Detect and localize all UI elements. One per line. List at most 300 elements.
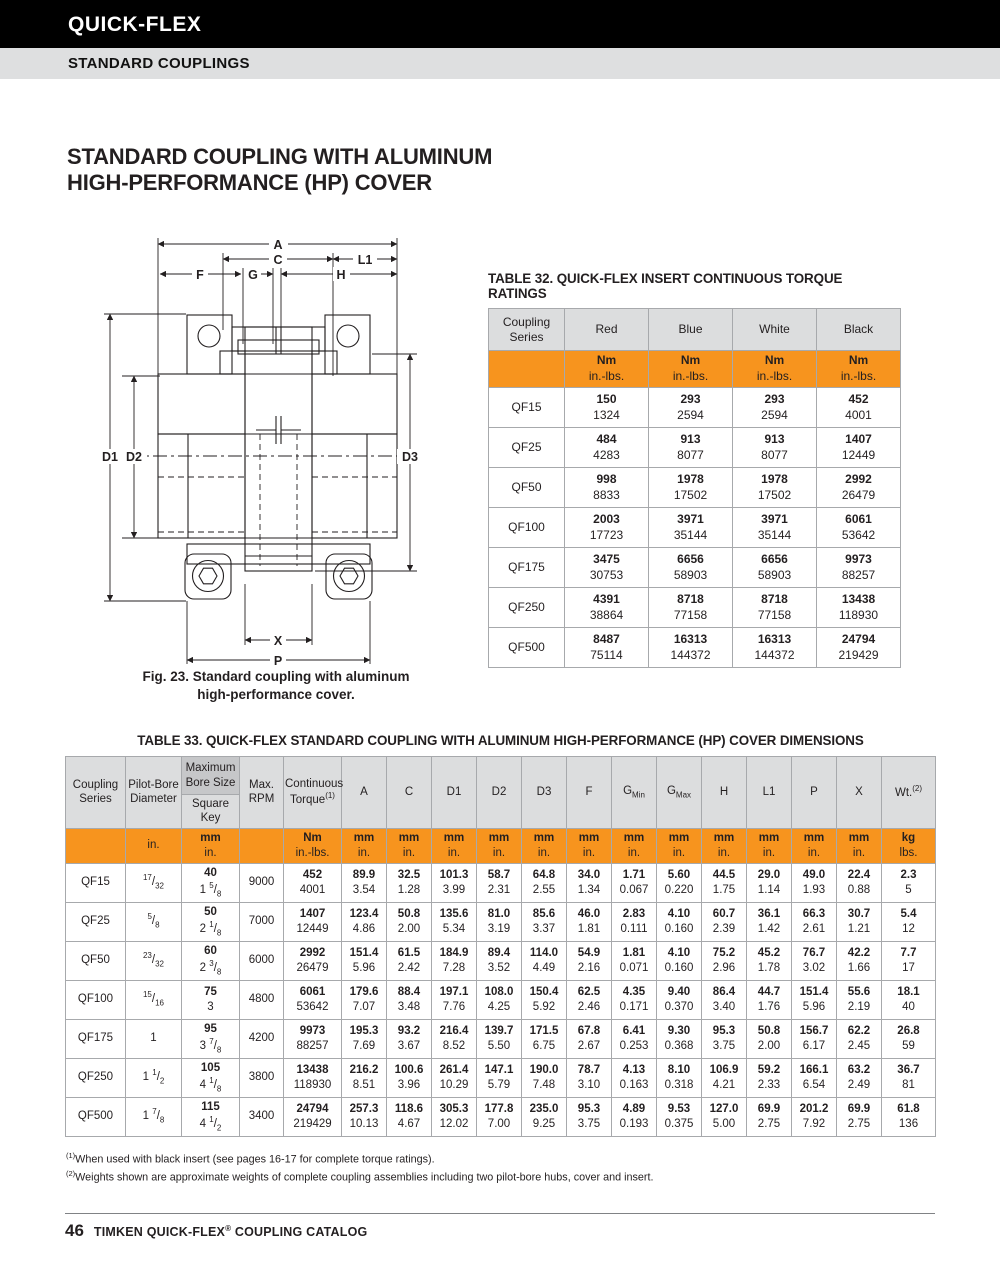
value-primary: 69.9 (847, 1102, 871, 1115)
dimension-cell (284, 863, 342, 902)
dimension-cell (612, 941, 657, 980)
table32-row (489, 628, 901, 668)
value-primary: 34.0 (577, 868, 601, 881)
page-title-line2: HIGH-PERFORMANCE (HP) COVER (67, 169, 432, 195)
value-secondary: 4001 (299, 883, 326, 896)
value-primary: 452 (848, 391, 869, 406)
pilot-bore-cell (126, 941, 182, 980)
value-secondary: 17502 (757, 487, 792, 502)
max-bore-cell (182, 902, 240, 941)
dimension-cell (612, 863, 657, 902)
fraction-value: 1 $^7/_8$ (142, 1107, 165, 1125)
fraction-value: 2 $^1/_8$ (199, 919, 222, 937)
value-secondary: 1.93 (802, 883, 826, 896)
fraction-numerator: 1 (209, 1075, 214, 1085)
dimension-cell (567, 980, 612, 1019)
value-secondary: 219429 (293, 1117, 332, 1130)
header-dim-gmax: $G_{Max}$ (657, 757, 702, 829)
fraction-value: 3 (207, 1000, 214, 1013)
footer-text (94, 1225, 368, 1239)
value-secondary: in. (357, 846, 371, 859)
dimension-cell (477, 1058, 522, 1097)
dimension-cell (342, 1097, 387, 1136)
dim-label-C: C (273, 253, 283, 267)
footnote-1 (66, 1150, 654, 1168)
dimension-cell (432, 902, 477, 941)
section-bar (0, 48, 1000, 79)
table33-row (66, 1058, 936, 1097)
unit-pilot: in. (126, 828, 182, 863)
value-secondary: in. (852, 846, 866, 859)
value-secondary: 2.39 (712, 922, 736, 935)
dimension-cell (477, 941, 522, 980)
bore-mm: 115 (201, 1100, 220, 1113)
torque-cell (817, 388, 901, 428)
value-secondary: 5.79 (487, 1078, 511, 1091)
unit-blank (66, 828, 126, 863)
value-primary: 4.10 (667, 946, 691, 959)
value-secondary: 4.86 (352, 922, 376, 935)
value-secondary: 2.96 (712, 961, 736, 974)
dimension-cell (837, 863, 882, 902)
value-secondary: 7.69 (352, 1039, 376, 1052)
table33-body (66, 863, 936, 1136)
fraction-numerator: 5 (147, 912, 152, 922)
dimension-cell (837, 1058, 882, 1097)
value-primary: 78.7 (577, 1063, 601, 1076)
table32-section (488, 271, 900, 668)
bore-mm: 95 (204, 1022, 217, 1035)
value-primary: 60.7 (712, 907, 736, 920)
table32-unit-cell (733, 351, 817, 388)
header-subscript: Min (632, 790, 645, 800)
value-secondary: 12449 (296, 922, 329, 935)
bore-in (183, 1037, 238, 1056)
value-secondary: 2.16 (577, 961, 601, 974)
value-secondary: 3.99 (442, 883, 466, 896)
value-secondary: 2.75 (847, 1117, 871, 1130)
value-primary: 293 (680, 391, 701, 406)
header-dim-d2: D2 (477, 757, 522, 829)
value-secondary: lbs. (899, 846, 918, 859)
value-secondary: 0.163 (619, 1078, 649, 1091)
dimension-cell (612, 902, 657, 941)
value-primary: 49.0 (802, 868, 826, 881)
center-column (245, 327, 312, 571)
dimension-cell (747, 1019, 792, 1058)
value-secondary: in. (717, 846, 731, 859)
series-cell: QF175 (489, 548, 565, 588)
value-primary: 452 (302, 868, 323, 881)
table33-row (66, 902, 936, 941)
value-secondary: 1.78 (757, 961, 781, 974)
value-primary: 151.4 (349, 946, 379, 959)
dimension-cell (882, 1019, 936, 1058)
value-secondary: 12449 (841, 447, 876, 462)
footnote-2-text: Weights shown are approximate weights of complete coupling assemblies including two pilot-bore hubs, cover and insert. (75, 1171, 654, 1184)
value-secondary: 6.75 (532, 1039, 556, 1052)
dim-label-A: A (273, 238, 283, 252)
value-secondary: in. (402, 846, 416, 859)
fraction-denominator: 8 (216, 888, 222, 898)
torque-cell (565, 628, 649, 668)
header-superscript: (1) (325, 791, 335, 801)
value-secondary: 1.76 (757, 1000, 781, 1013)
value-primary: mm (848, 831, 870, 844)
value-primary: 100.6 (394, 1063, 424, 1076)
fraction-numerator: 1 (209, 919, 214, 929)
value-secondary: 2.45 (847, 1039, 871, 1052)
value-secondary: 40 (902, 1000, 915, 1013)
value-primary: 216.4 (439, 1024, 469, 1037)
value-primary: mm (488, 831, 510, 844)
torque-cell (649, 588, 733, 628)
value-primary: 1.81 (622, 946, 646, 959)
max-bore-cell (182, 941, 240, 980)
value-primary: Nm (303, 831, 322, 844)
value-primary: 66.3 (802, 907, 826, 920)
value-secondary: 0.071 (619, 961, 649, 974)
series-cell: QF250 (66, 1058, 126, 1097)
dim-label-F: F (196, 268, 204, 282)
header-dim-x: X (837, 757, 882, 829)
fraction-value: $^{23}/_{32}$ (142, 951, 164, 969)
dimension-cell (792, 902, 837, 941)
hex-socket-icon (199, 568, 217, 584)
brand-bar (0, 0, 1000, 48)
dimension-cell (882, 863, 936, 902)
fraction-denominator: 8 (155, 920, 160, 930)
value-primary: 6656 (677, 551, 704, 566)
value-primary: 67.8 (577, 1024, 601, 1037)
unit-dim (657, 828, 702, 863)
value-secondary: 7.76 (442, 1000, 466, 1013)
hex-socket-icon (340, 568, 358, 584)
fraction-value: 2 $^3/_8$ (199, 958, 222, 976)
value-secondary: 88257 (841, 567, 876, 582)
value-secondary: 75114 (590, 647, 623, 662)
value-primary: 61.8 (897, 1102, 920, 1115)
value-primary: mm (623, 831, 645, 844)
value-primary: 101.3 (439, 868, 469, 881)
header-weight: Wt.$^{(2)}$ (882, 757, 936, 829)
value-primary: 4.35 (622, 985, 646, 998)
max-bore-cell (182, 863, 240, 902)
unit-blank (240, 828, 284, 863)
fraction-numerator: 5 (209, 880, 214, 890)
dimension-cell (342, 1058, 387, 1097)
value-secondary: 12.02 (439, 1117, 469, 1130)
header-max-rpm: Max. RPM (240, 757, 284, 829)
coupling-figure (60, 226, 484, 668)
hub-bodies (158, 434, 397, 538)
table32-unit-row (489, 351, 901, 388)
value-secondary: 4.67 (397, 1117, 421, 1130)
bolt-hole-icon (334, 561, 365, 592)
value-secondary: 2.61 (802, 922, 826, 935)
value-secondary: 0.220 (664, 883, 694, 896)
fraction-denominator: 8 (159, 1115, 165, 1125)
rpm-cell: 4200 (240, 1019, 284, 1058)
header-dim-p: P (792, 757, 837, 829)
series-cell: QF50 (489, 468, 565, 508)
value-primary: 998 (596, 471, 617, 486)
table32-col-black: Black (817, 309, 901, 351)
value-secondary: 0.375 (664, 1117, 694, 1130)
value-secondary: in. (204, 846, 217, 859)
value-primary: 50.8 (757, 1024, 781, 1037)
header-dim-d1: D1 (432, 757, 477, 829)
unit-dim (477, 828, 522, 863)
value-secondary: 8077 (761, 447, 788, 462)
table33-unit-row (66, 828, 936, 863)
footnote-1-marker: (1) (66, 1151, 76, 1160)
header-superscript: (2) (912, 784, 923, 794)
fraction-denominator: 16 (155, 998, 164, 1008)
value-secondary: 2.67 (577, 1039, 601, 1052)
value-secondary: 5.92 (532, 1000, 556, 1013)
value-secondary: 0.88 (847, 883, 871, 896)
value-secondary: 1.21 (847, 922, 871, 935)
value-secondary: 144372 (670, 647, 711, 662)
value-secondary: 53642 (296, 1000, 329, 1013)
table33-header-row1 (66, 757, 936, 795)
fraction-numerator: 1 (152, 1068, 157, 1078)
dimension-cell (882, 941, 936, 980)
value-secondary: 1.81 (577, 922, 601, 935)
value-primary: 261.4 (439, 1063, 469, 1076)
value-secondary: 1.28 (397, 883, 421, 896)
table32-corner-header: Coupling Series (489, 309, 565, 351)
value-secondary: 12 (902, 922, 915, 935)
torque-cell (649, 468, 733, 508)
dimension-cell (387, 941, 432, 980)
dimension-cell (567, 1019, 612, 1058)
max-bore-cell (182, 1058, 240, 1097)
value-secondary: in. (627, 846, 641, 859)
dimension-cell (342, 980, 387, 1019)
value-primary: mm (533, 831, 555, 844)
pilot-bore-cell (126, 1097, 182, 1136)
series-cell: QF250 (489, 588, 565, 628)
value-secondary: 1.42 (757, 922, 781, 935)
value-primary: 171.5 (529, 1024, 559, 1037)
value-secondary: 6.54 (802, 1078, 826, 1091)
value-primary: 85.6 (532, 907, 556, 920)
torque-cell (565, 388, 649, 428)
value-secondary: in. (762, 846, 776, 859)
series-cell: QF100 (66, 980, 126, 1019)
dimension-cell (747, 1097, 792, 1136)
value-primary: 195.3 (349, 1024, 379, 1037)
value-secondary: 144372 (754, 647, 795, 662)
dimension-cell (567, 1097, 612, 1136)
value-primary: 1978 (761, 471, 788, 486)
fraction-value: 1 $^1/_2$ (142, 1068, 165, 1086)
header-dim-c: C (387, 757, 432, 829)
unit-dim (387, 828, 432, 863)
value-secondary: 3.02 (802, 961, 826, 974)
value-secondary: 2.55 (532, 883, 556, 896)
dimension-cell (792, 941, 837, 980)
value-secondary: 7.00 (487, 1117, 511, 1130)
series-cell: QF15 (66, 863, 126, 902)
dimension-cell (837, 941, 882, 980)
value-secondary: in.-lbs. (588, 369, 625, 383)
value-primary: 4.13 (622, 1063, 646, 1076)
value-primary: 75.2 (712, 946, 736, 959)
table33-row (66, 980, 936, 1019)
dimension-cell (792, 1058, 837, 1097)
torque-cell (817, 628, 901, 668)
value-secondary: 3.48 (397, 1000, 421, 1013)
value-primary: 123.4 (349, 907, 379, 920)
table33-row (66, 863, 936, 902)
unit-torque (284, 828, 342, 863)
header-continuous-torque: Continuous Torque$^{(1)}$ (284, 757, 342, 829)
bore-in (183, 881, 238, 900)
value-primary: Nm (596, 353, 617, 368)
torque-cell (733, 388, 817, 428)
header-dim-l1: L1 (747, 757, 792, 829)
value-secondary: 38864 (589, 607, 624, 622)
header-dim-a: A (342, 757, 387, 829)
dimension-cell (882, 902, 936, 941)
value-primary: 8718 (677, 591, 704, 606)
value-primary: 7.7 (900, 946, 917, 959)
fraction-numerator: 7 (152, 1107, 157, 1117)
dim-label-X: X (273, 634, 283, 648)
value-primary: 29.0 (757, 868, 781, 881)
value-secondary: 0.160 (664, 922, 694, 935)
dimension-cell (657, 863, 702, 902)
header-dim-gmin: $G_{Min}$ (612, 757, 657, 829)
dimension-cell (657, 980, 702, 1019)
dimension-cell (522, 902, 567, 941)
bore-in (183, 959, 238, 978)
pilot-bore-cell (126, 902, 182, 941)
value-primary: 197.1 (439, 985, 469, 998)
value-secondary: 58903 (673, 567, 708, 582)
value-secondary: 9.25 (532, 1117, 556, 1130)
dimension-cell (657, 1097, 702, 1136)
value-primary: 24794 (296, 1102, 329, 1115)
value-secondary: in. (537, 846, 551, 859)
dimension-cell (792, 863, 837, 902)
rpm-cell: 3400 (240, 1097, 284, 1136)
value-primary: 1978 (677, 471, 704, 486)
table32-unit-cell (817, 351, 901, 388)
value-secondary: in. (672, 846, 686, 859)
dim-label-P: P (273, 654, 283, 668)
bore-mm: 50 (204, 905, 217, 918)
hp-cover (187, 315, 370, 374)
page-title (67, 144, 492, 196)
fraction-denominator: 8 (216, 1083, 222, 1093)
dimension-cell (657, 1019, 702, 1058)
bore-mm: 75 (204, 985, 217, 998)
value-secondary: 3.96 (397, 1078, 421, 1091)
torque-cell (649, 388, 733, 428)
footer-rule (65, 1213, 935, 1214)
value-primary: Nm (680, 353, 701, 368)
value-secondary: 4.49 (532, 961, 556, 974)
dimension-cell (567, 863, 612, 902)
value-primary: 2992 (299, 946, 326, 959)
value-secondary: 1.34 (577, 883, 601, 896)
value-primary: mm (200, 831, 221, 844)
rpm-cell: 7000 (240, 902, 284, 941)
value-secondary: 2.00 (757, 1039, 781, 1052)
fraction-value: $^5/_8$ (147, 912, 160, 930)
value-secondary: 17723 (589, 527, 624, 542)
value-primary: 42.2 (847, 946, 871, 959)
value-primary: 139.7 (484, 1024, 514, 1037)
value-primary: 9.40 (667, 985, 691, 998)
value-primary: 86.4 (712, 985, 736, 998)
header-dim-d3: D3 (522, 757, 567, 829)
footnotes (66, 1150, 654, 1186)
dimension-cell (612, 1019, 657, 1058)
value-primary: 62.2 (847, 1024, 871, 1037)
dimension-cell (702, 863, 747, 902)
value-primary: 9.30 (667, 1024, 691, 1037)
dimension-cell (284, 902, 342, 941)
torque-cell (733, 628, 817, 668)
value-secondary: 8077 (677, 447, 704, 462)
value-secondary: 0.253 (619, 1039, 649, 1052)
value-primary: 59.2 (757, 1063, 781, 1076)
value-primary: 150.4 (529, 985, 559, 998)
torque-cell (565, 548, 649, 588)
value-secondary: in. (807, 846, 821, 859)
value-secondary: 5 (905, 883, 912, 896)
value-primary: 179.6 (349, 985, 379, 998)
dimension-cell (342, 1019, 387, 1058)
value-primary: 24794 (841, 631, 876, 646)
footer-rest: COUPLING CATALOG (231, 1225, 368, 1239)
series-cell: QF500 (66, 1097, 126, 1136)
value-secondary: 8.52 (442, 1039, 466, 1052)
value-secondary: 0.370 (664, 1000, 694, 1013)
series-cell: QF25 (66, 902, 126, 941)
dimension-cell (567, 941, 612, 980)
fraction-numerator: 3 (209, 958, 214, 968)
dimension-cell (612, 1097, 657, 1136)
torque-cell (733, 468, 817, 508)
value-primary: 8718 (761, 591, 788, 606)
dimension-cell (837, 1097, 882, 1136)
dimension-cell (387, 1058, 432, 1097)
value-primary: 76.7 (802, 946, 826, 959)
table32-col-red: Red (565, 309, 649, 351)
fraction-numerator: 7 (209, 1036, 214, 1046)
dimension-cell (284, 1058, 342, 1097)
value-primary: 95.3 (712, 1024, 736, 1037)
cover-bolt-hole-icon (337, 325, 359, 347)
fraction-value: 1 $^5/_8$ (199, 880, 222, 898)
value-primary: mm (668, 831, 690, 844)
dimension-cell (702, 941, 747, 980)
dimension-cell (432, 863, 477, 902)
torque-cell (649, 628, 733, 668)
dimension-cell (387, 902, 432, 941)
bore-in (183, 920, 238, 939)
value-primary: 156.7 (799, 1024, 829, 1037)
dim-label-D2: D2 (126, 450, 142, 464)
series-cell: QF15 (489, 388, 565, 428)
value-primary: 235.0 (529, 1102, 559, 1115)
